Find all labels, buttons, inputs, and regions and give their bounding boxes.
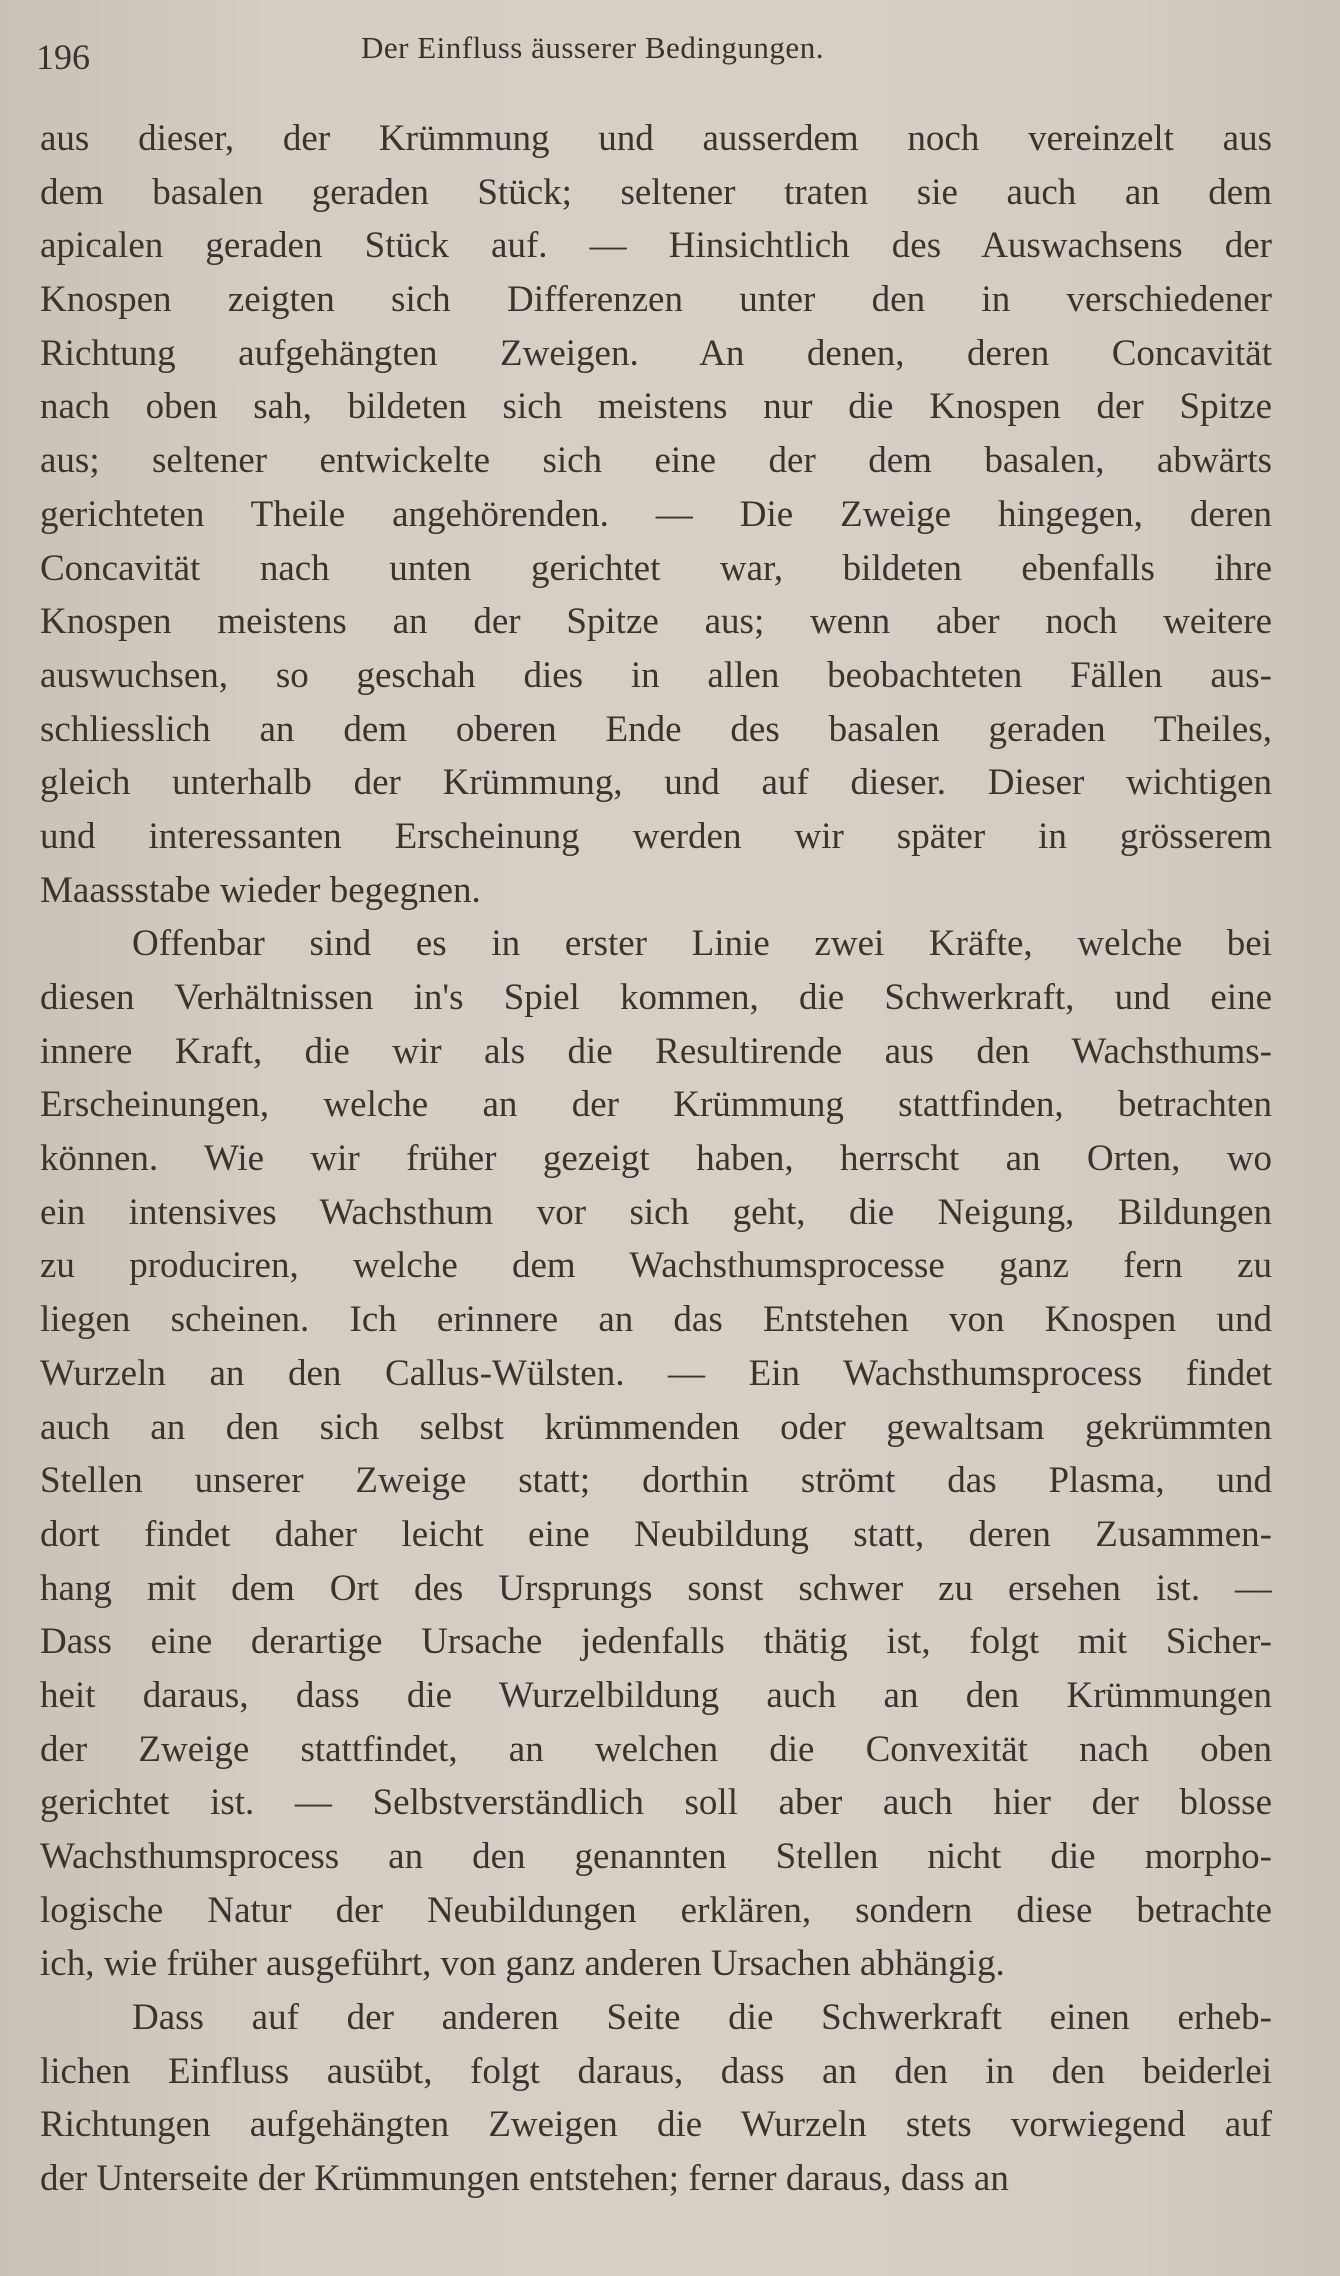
text-line: dort findet daher leicht eine Neubildung statt, deren Zusammen-: [40, 1513, 1272, 1555]
text-line: apicalen geraden Stück auf. — Hinsichtlich des Auswachsens der: [40, 225, 1272, 267]
text-line: dem basalen geraden Stück; seltener traten sie auch an dem: [40, 171, 1272, 213]
paragraph: [40, 1991, 1272, 2206]
text-line: innere Kraft, die wir als die Resultirende aus den Wachsthums-: [40, 1030, 1272, 1072]
text-line: heit daraus, dass die Wurzelbildung auch an den Krümmungen: [40, 1674, 1272, 1716]
text-line: Knospen meistens an der Spitze aus; wenn aber noch weitere: [40, 601, 1272, 643]
paragraph: [40, 112, 1272, 917]
text-line: der Unterseite der Krümmungen entstehen; ferner daraus, dass an: [40, 2158, 1009, 2200]
page-header: [36, 28, 1286, 88]
text-line: und interessanten Erscheinung werden wir später in grösserem: [40, 815, 1272, 857]
text-line: Wurzeln an den Callus-Wülsten. — Ein Wachsthumsprocess findet: [40, 1352, 1272, 1394]
text-line: Wachsthumsprocess an den genannten Stellen nicht die morpho-: [40, 1836, 1272, 1877]
text-line: diesen Verhältnissen in's Spiel kommen, die Schwerkraft, und eine: [40, 977, 1272, 1018]
text-line: Dass eine derartige Ursache jedenfalls thätig ist, folgt mit Sicher-: [40, 1621, 1272, 1663]
text-line: schliesslich an dem oberen Ende des basalen geraden Theiles,: [40, 708, 1272, 750]
text-line: gerichteten Theile angehörenden. — Die Zweige hingegen, deren: [40, 493, 1272, 535]
text-line: gerichtet ist. — Selbstverständlich soll aber auch hier der blosse: [40, 1782, 1272, 1824]
text-line: Offenbar sind es in erster Linie zwei Kräfte, welche bei: [132, 923, 1272, 965]
body-text: [40, 112, 1272, 2206]
page-number: 196: [36, 37, 90, 77]
text-line: Stellen unserer Zweige statt; dorthin strömt das Plasma, und: [40, 1460, 1272, 1502]
text-line: zu produciren, welche dem Wachsthumsprocesse ganz fern zu: [40, 1245, 1272, 1287]
text-line: der Zweige stattfindet, an welchen die Convexität nach oben: [40, 1728, 1272, 1770]
text-line: Richtung aufgehängten Zweigen. An denen, deren Concavität: [40, 332, 1272, 374]
text-line: gleich unterhalb der Krümmung, und auf dieser. Dieser wichtigen: [40, 762, 1272, 804]
text-line: nach oben sah, bildeten sich meistens nur die Knospen der Spitze: [40, 386, 1272, 428]
text-line: Concavität nach unten gerichtet war, bildeten ebenfalls ihre: [40, 547, 1272, 589]
text-line: aus dieser, der Krümmung und ausserdem noch vereinzelt aus: [40, 118, 1272, 159]
text-line: liegen scheinen. Ich erinnere an das Entstehen von Knospen und: [40, 1299, 1272, 1341]
text-line: hang mit dem Ort des Ursprungs sonst schwer zu ersehen ist. —: [40, 1567, 1272, 1609]
text-line: Erscheinungen, welche an der Krümmung stattfinden, betrachten: [40, 1084, 1272, 1126]
text-line: Maassstabe wieder begegnen.: [40, 869, 481, 911]
text-line: Richtungen aufgehängten Zweigen die Wurzeln stets vorwiegend auf: [40, 2104, 1272, 2146]
text-line: lichen Einfluss ausübt, folgt daraus, dass an den in den beiderlei: [40, 2050, 1272, 2092]
text-line: logische Natur der Neubildungen erklären, sondern diese betrachte: [40, 1889, 1272, 1931]
text-line: auch an den sich selbst krümmenden oder gewaltsam gekrümmten: [40, 1406, 1272, 1448]
text-line: ein intensives Wachsthum vor sich geht, die Neigung, Bildungen: [40, 1191, 1272, 1233]
text-line: aus; seltener entwickelte sich eine der dem basalen, abwärts: [40, 440, 1272, 482]
text-line: Knospen zeigten sich Differenzen unter den in verschiedener: [40, 279, 1272, 321]
text-line: können. Wie wir früher gezeigt haben, herrscht an Orten, wo: [40, 1138, 1272, 1180]
paragraph: [40, 917, 1272, 1991]
text-line: ich, wie früher ausgeführt, von ganz anderen Ursachen abhängig.: [40, 1943, 1005, 1985]
running-head: Der Einfluss äusserer Bedingungen.: [361, 30, 824, 65]
text-line: Dass auf der anderen Seite die Schwerkraft einen erheb-: [132, 1997, 1272, 2039]
text-line: auswuchsen, so geschah dies in allen beobachteten Fällen aus-: [40, 654, 1272, 696]
